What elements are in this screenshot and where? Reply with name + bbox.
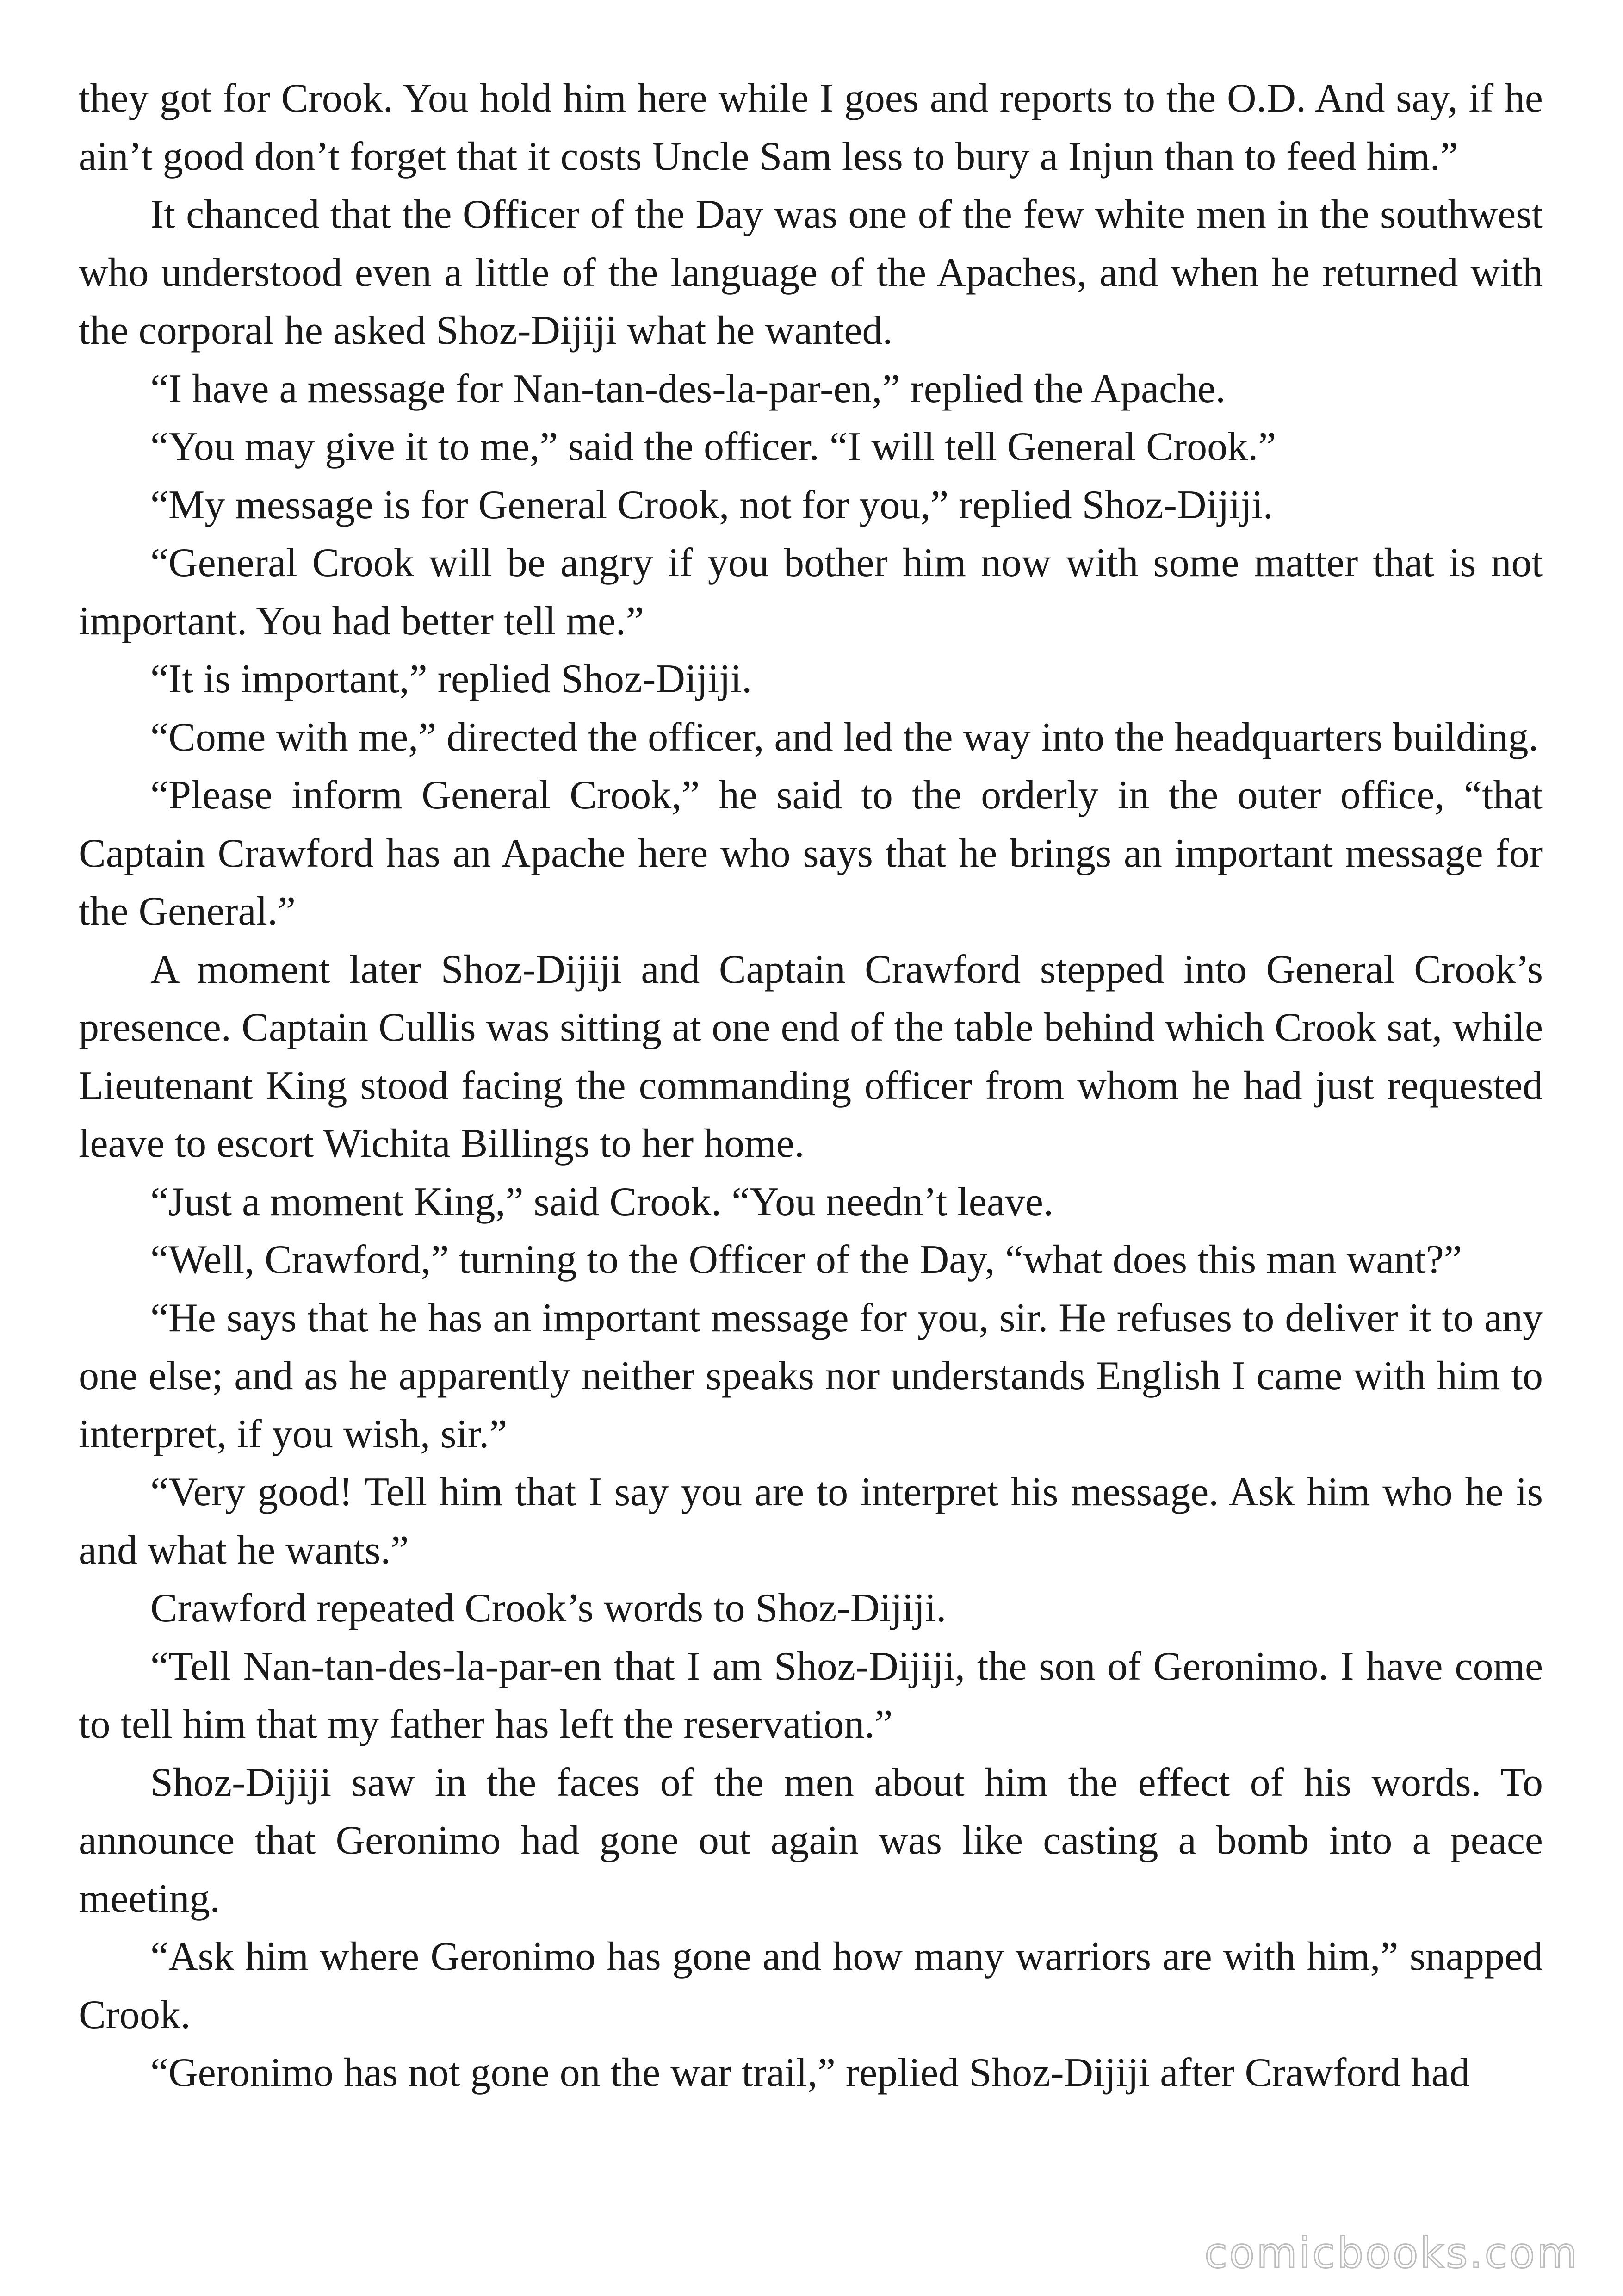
paragraph-5: “My message is for General Crook, not for you,” replied Shoz-Dijiji. (150, 482, 1273, 527)
paragraph-6: “General Crook will be angry if you bother him now with some matter that is not important. You had better tell me.” (79, 540, 1543, 644)
paragraph-11: “Just a moment King,” said Crook. “You needn’t leave. (150, 1179, 1053, 1224)
watermark: comicbooks.com (1204, 2229, 1579, 2277)
paragraph-19: “Geronimo has not gone on the war trail,” replied Shoz-Dijiji after Crawford had (150, 2050, 1470, 2095)
paragraph-13: “He says that he has an important message for you, sir. He refuses to deliver it to any one else; and as he apparently neither speaks nor understands English I came with him to interpret, if you wish, sir.” (79, 1295, 1543, 1457)
paragraph-4: “You may give it to me,” said the officer. “I will tell General Crook.” (150, 424, 1276, 469)
paragraph-17: Shoz-Dijiji saw in the faces of the men about him the effect of his words. To announce that Geronimo had gone out again was like casting a bomb into a peace meeting. (79, 1760, 1543, 1921)
paragraph-10: A moment later Shoz-Dijiji and Captain Crawford stepped into General Crook’s presence. Captain Cullis was sitting at one end of the table behind which Crook sat, while Lieutenant King stood facing the commanding officer from whom he had just requested leave to escort Wichita Billings to her home. (79, 947, 1543, 1166)
paragraph-7: “It is important,” replied Shoz-Dijiji. (150, 657, 752, 701)
paragraph-3: “I have a message for Nan-tan-des-la-par-en,” replied the Apache. (150, 366, 1226, 411)
paragraph-9: “Please inform General Crook,” he said to the orderly in the outer office, “that Captain Crawford has an Apache here who says that he brings an important message for the General.” (79, 773, 1543, 934)
paragraph-15: Crawford repeated Crook’s words to Shoz-Dijiji. (150, 1586, 947, 1631)
paragraph-1: they got for Crook. You hold him here while I goes and reports to the O.D. And say, if he ain’t good don’t forget that it costs Uncle Sam less to bury a Injun than to feed him.” (79, 76, 1543, 179)
paragraph-2: It chanced that the Officer of the Day was one of the few white men in the southwest who understood even a little of the language of the Apaches, and when he returned with the corporal he asked Shoz-Dijiji what he wanted. (79, 192, 1543, 353)
paragraph-18: “Ask him where Geronimo has gone and how many warriors are with him,” snapped Crook. (79, 1934, 1543, 2037)
paragraph-8: “Come with me,” directed the officer, and led the way into the headquarters building. (150, 714, 1539, 760)
paragraph-16: “Tell Nan-tan-des-la-par-en that I am Shoz-Dijiji, the son of Geronimo. I have come to tell him that my father has left the reservation.” (79, 1644, 1543, 1747)
paragraph-14: “Very good! Tell him that I say you are to interpret his message. Ask him who he is and what he wants.” (79, 1470, 1543, 1573)
paragraph-12: “Well, Crawford,” turning to the Officer of the Day, “what does this man want?” (150, 1237, 1462, 1282)
page-body (79, 69, 1543, 2102)
